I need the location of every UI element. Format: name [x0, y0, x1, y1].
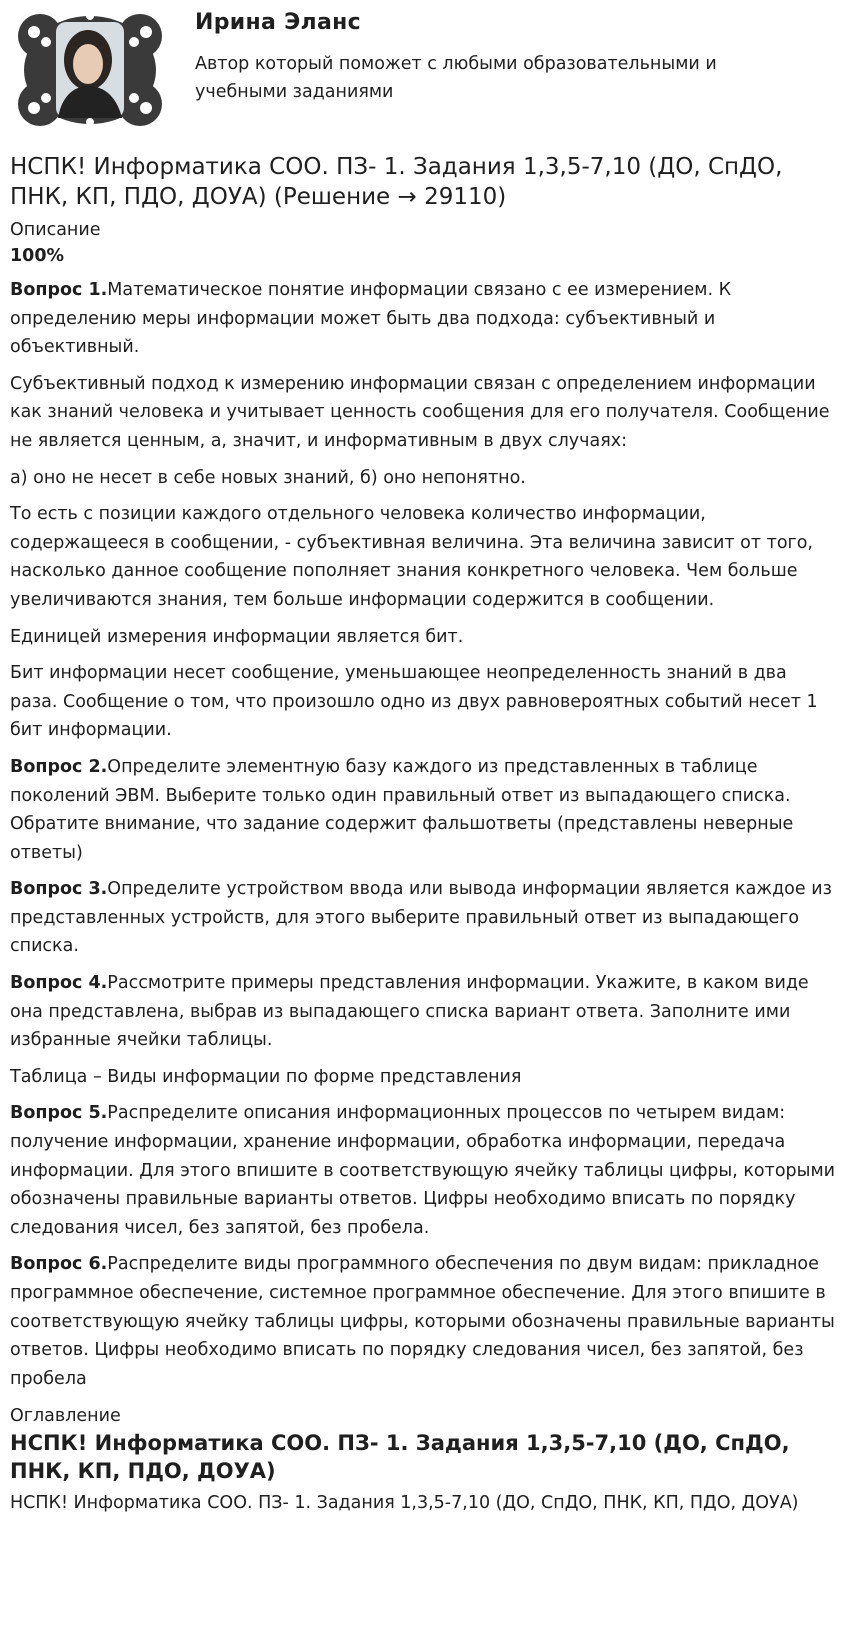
author-name[interactable]: Ирина Эланс — [195, 10, 361, 35]
paragraph: Субъективный подход к измерению информации связан с определением информации как знаний человека и учитывает ценность сообщения для его получателя. Сообщение не является ценным, а, значит, и информативным в двух случаях: — [10, 373, 830, 451]
question-1-text: Математическое понятие информации связано с ее измерением. К определению меры информации может быть два подхода: субъективный и объективный. — [10, 280, 731, 358]
question-4-label: Вопрос 4. — [10, 973, 108, 994]
author-description: Автор который поможет с любыми образовательными и учебными заданиями — [195, 54, 717, 102]
paragraph: То есть с позиции каждого отдельного человека количество информации, содержащееся в сообщении, - субъективная величина. Эта величина зависит от того, насколько данное сообщение пополняет знания конкретного человека. Чем больше увеличиваются знания, тем больше информации содержится в сообщении. — [10, 504, 813, 610]
question-6 — [10, 1250, 837, 1393]
question-2-text: Определите элементную базу каждого из представленных в таблице поколений ЭВМ. Выберите только один правильный ответ из выпадающего списка. Обратите внимание, что задание содержит фальшответы (представлены неверные ответы) — [10, 756, 794, 863]
question-5-label: Вопрос 5. — [10, 1103, 108, 1124]
paragraph: Единицей измерения информации является бит. — [10, 626, 464, 647]
completion-percent: 100% — [10, 246, 65, 266]
author-card — [10, 0, 837, 136]
question-3 — [10, 875, 837, 961]
document-title: НСПК! Информатика СОО. ПЗ- 1. Задания 1,3,5-7,10 (ДО, СпДО, ПНК, КП, ПДО, ДОУА) (Решение → 29110) — [10, 154, 783, 210]
toc-label: Оглавление — [10, 1406, 121, 1427]
question-3-label: Вопрос 3. — [10, 879, 108, 900]
question-4-text: Рассмотрите примеры представления информации. Укажите, в каком виде она представлена, выбрав из выпадающего списка вариант ответа. Заполните ими избранные ячейки таблицы. — [10, 973, 809, 1051]
description-label: Описание — [10, 220, 101, 240]
question-6-text: Распределите виды программного обеспечения по двум видам: прикладное программное обеспечение, системное программное обеспечение. Для этого впишите в соответствующую ячейку таблицы цифры, которыми обозначены правильные варианты ответов. Цифры необходимо вписать по порядку следования чисел, без запятой, без пробела — [10, 1254, 835, 1389]
avatar-face — [73, 44, 103, 84]
author-avatar[interactable] — [18, 8, 162, 128]
toc-heading[interactable]: НСПК! Информатика СОО. ПЗ- 1. Задания 1,3,5-7,10 (ДО, СпДО, ПНК, КП, ПДО, ДОУА) — [10, 1431, 790, 1484]
question-4 — [10, 969, 837, 1055]
paragraph: а) оно не несет в себе новых знаний, б) оно непонятно. — [10, 467, 526, 488]
question-5-text: Распределите описания информационных процессов по четырем видам: получение информации, хранение информации, обработка информации, передача информации. Для этого впишите в соответствующую ячейку таблицы цифры, которыми обозначены правильные варианты ответов. Цифры необходимо вписать по порядку следования чисел, без запятой, без пробела. — [10, 1103, 836, 1238]
question-5 — [10, 1099, 837, 1242]
question-1 — [10, 276, 837, 362]
question-2 — [10, 753, 837, 867]
question-3-text: Определите устройством ввода или вывода информации является каждое из представленных устройств, для этого выберите правильный ответ из выпадающего списка. — [10, 879, 832, 957]
table-caption: Таблица – Виды информации по форме представления — [10, 1066, 522, 1087]
toc-text: НСПК! Информатика СОО. ПЗ- 1. Задания 1,3,5-7,10 (ДО, СпДО, ПНК, КП, ПДО, ДОУА) — [10, 1493, 799, 1514]
paragraph: Бит информации несет сообщение, уменьшающее неопределенность знаний в два раза. Сообщение о том, что произошло одно из двух равновероятных событий несет 1 бит информации. — [10, 663, 818, 741]
question-1-label: Вопрос 1. — [10, 280, 108, 300]
question-2-label: Вопрос 2. — [10, 756, 108, 777]
question-6-label: Вопрос 6. — [10, 1254, 108, 1275]
